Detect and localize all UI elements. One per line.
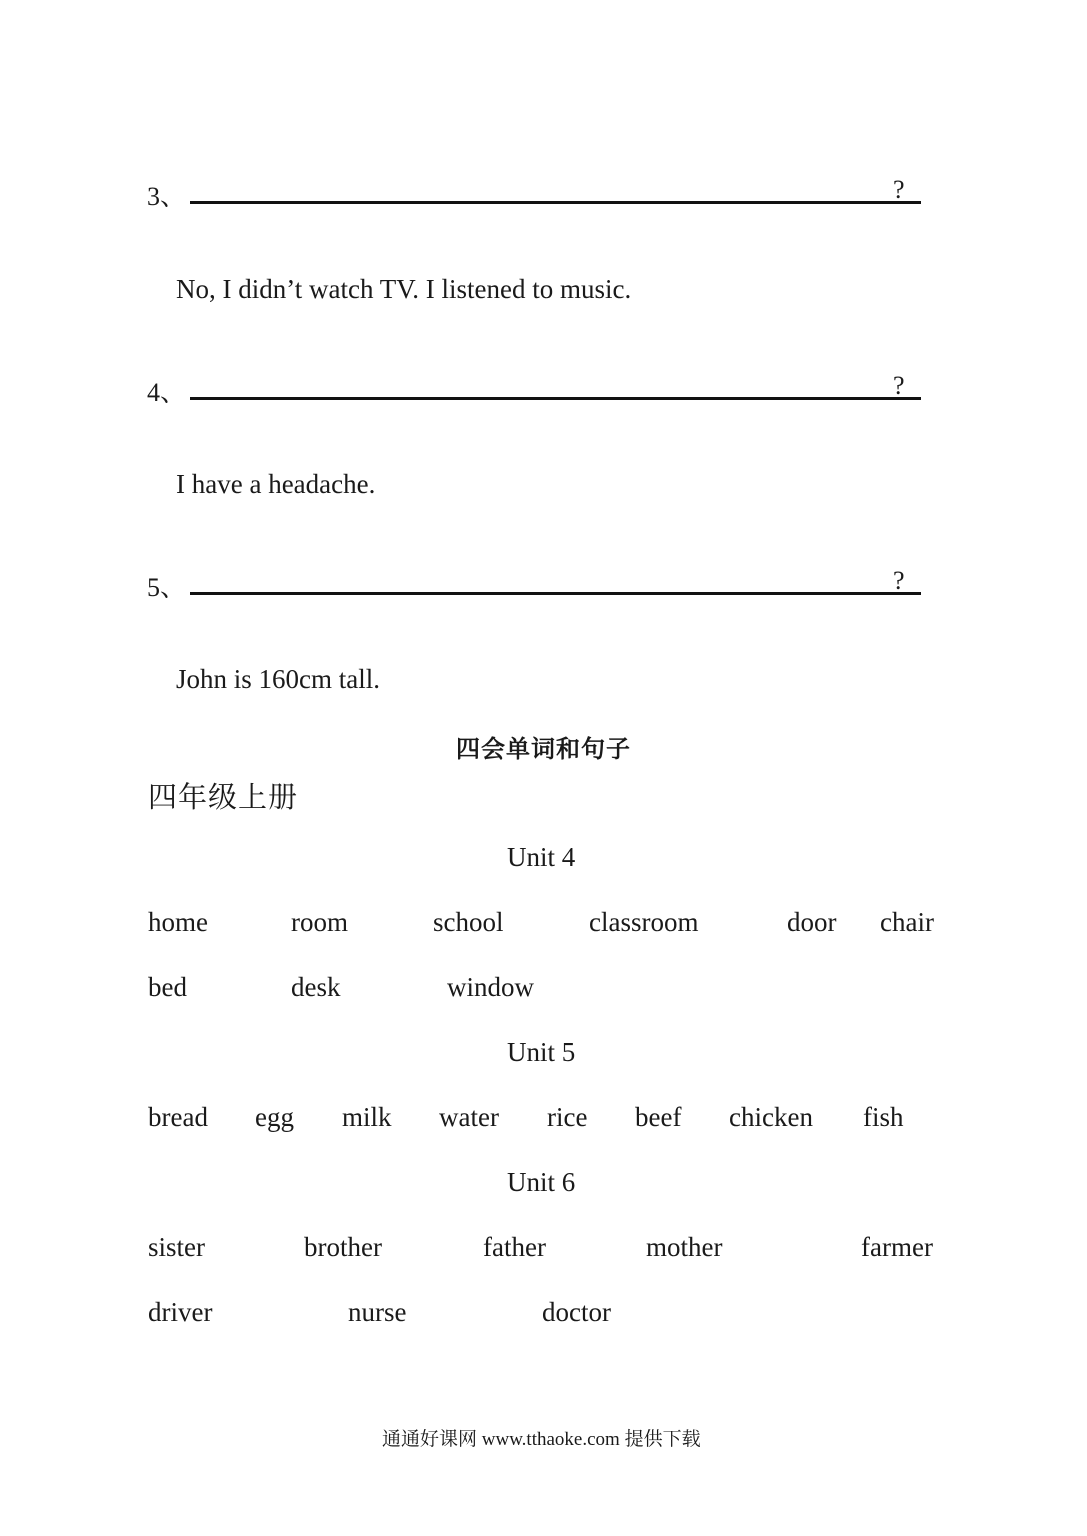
vocab-word: classroom [589,907,699,937]
vocab-word: desk [291,972,341,1002]
vocab-word: nurse [348,1297,407,1327]
answer-blank-line[interactable] [190,592,921,595]
vocab-word: school [433,907,504,937]
vocab-word: door [787,907,837,937]
vocab-word: rice [547,1102,588,1132]
question-mark: ? [893,175,905,204]
vocab-word: driver [148,1297,213,1327]
answer-blank-line[interactable] [190,201,921,204]
page-footer: 通通好课网 www.tthaoke.com 提供下载 [382,1429,701,1450]
vocab-word: doctor [542,1297,611,1327]
vocab-word: home [148,907,208,937]
answer-text: John is 160cm tall. [176,664,380,694]
question-mark: ? [893,371,905,400]
vocab-word: fish [863,1102,904,1132]
answer-blank-line[interactable] [190,397,921,400]
vocab-word: mother [646,1232,723,1262]
unit-title: Unit 6 [507,1167,576,1197]
unit-title: Unit 4 [507,842,576,872]
vocab-word: water [439,1102,499,1132]
question-mark: ? [893,566,905,595]
vocab-word: chair [880,907,934,937]
vocab-word: beef [635,1102,682,1132]
vocab-word: father [483,1232,546,1262]
unit-title: Unit 5 [507,1037,576,1067]
vocab-word: brother [304,1232,382,1262]
vocab-word: chicken [729,1102,813,1132]
question-number: 3、 [147,182,187,211]
vocab-word: bed [148,972,187,1002]
question-number: 4、 [147,378,187,407]
answer-text: I have a headache. [176,469,376,499]
question-number: 5、 [147,573,187,602]
grade-title: 四年级上册 [148,780,299,814]
answer-text: No, I didn’t watch TV. I listened to music. [176,274,632,304]
vocab-word: bread [148,1102,208,1132]
vocab-word: milk [342,1102,392,1132]
vocab-word: egg [255,1102,294,1132]
vocab-word: window [447,972,534,1002]
section-title: 四会单词和句子 [456,735,631,763]
vocab-word: sister [148,1232,205,1262]
vocab-word: farmer [861,1232,933,1262]
vocab-word: room [291,907,348,937]
